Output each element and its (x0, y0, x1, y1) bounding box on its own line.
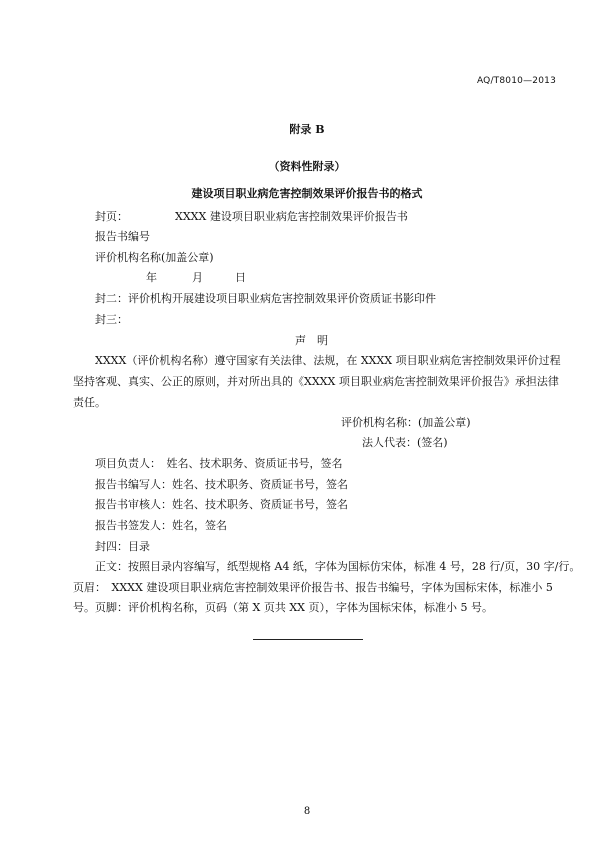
appendix-label: 附录 B (289, 123, 325, 136)
cover-date-day: 日 (235, 271, 246, 284)
cover3-label: 封三： (95, 313, 128, 326)
appendix-title: 建设项目职业病危害控制效果评价报告书的格式 (191, 187, 423, 200)
cover-org-name: 评价机构名称(加盖公章) (95, 251, 214, 264)
end-rule (253, 639, 363, 640)
page-number: 8 (303, 806, 311, 817)
body-text-line-2: 页眉： XXXX 建设项目职业病危害控制效果评价报告书、报告书编号，字体为国标宋体，标准小 5 (73, 581, 553, 594)
report-issuer: 报告书签发人：姓名，签名 (95, 519, 227, 532)
body-text-line-1: 正文：按照目录内容编写，纸型规格 A4 纸，字体为国标仿宋体，标准 4 号，28 行/页，30 字/行。 (95, 560, 581, 573)
statement-line-2: 坚持客观、真实、公正的原则，并对所出具的《XXXX 项目职业病危害控制效果评价报告》承担法律 (73, 375, 559, 388)
appendix-type: （资料性附录） (268, 160, 346, 173)
cover-date-year: 年 (146, 271, 157, 284)
cover-report-number: 报告书编号 (95, 230, 150, 243)
statement-line-3: 责任。 (73, 396, 106, 409)
cover-report-title: XXXX 建设项目职业病危害控制效果评价报告书 (175, 210, 408, 223)
cover4-line: 封四：目录 (95, 540, 150, 553)
report-reviewer: 报告书审核人：姓名、技术职务、资质证书号，签名 (95, 498, 348, 511)
statement-line-1: XXXX（评价机构名称）遵守国家有关法律、法规，在 XXXX 项目职业病危害控制效果评价过程 (95, 354, 561, 367)
body-text-line-3: 号。页脚：评价机构名称，页码（第 X 页共 XX 页），字体为国标宋体，标准小 5 号。 (73, 601, 493, 614)
cover-date-month: 月 (192, 271, 203, 284)
statement-title: 声 明 (295, 334, 328, 347)
cover2-line: 封二：评价机构开展建设项目职业病危害控制效果评价资质证书影印件 (95, 292, 436, 305)
org-signature: 评价机构名称：(加盖公章) (341, 416, 471, 429)
report-writer: 报告书编写人：姓名、技术职务、资质证书号，签名 (95, 478, 348, 491)
cover-label: 封页： (95, 210, 128, 223)
standard-number: AQ/T8010—2013 (476, 76, 556, 86)
legal-representative: 法人代表：(签名) (362, 436, 448, 449)
project-lead: 项目负责人： 姓名、技术职务、资质证书号，签名 (95, 457, 343, 470)
